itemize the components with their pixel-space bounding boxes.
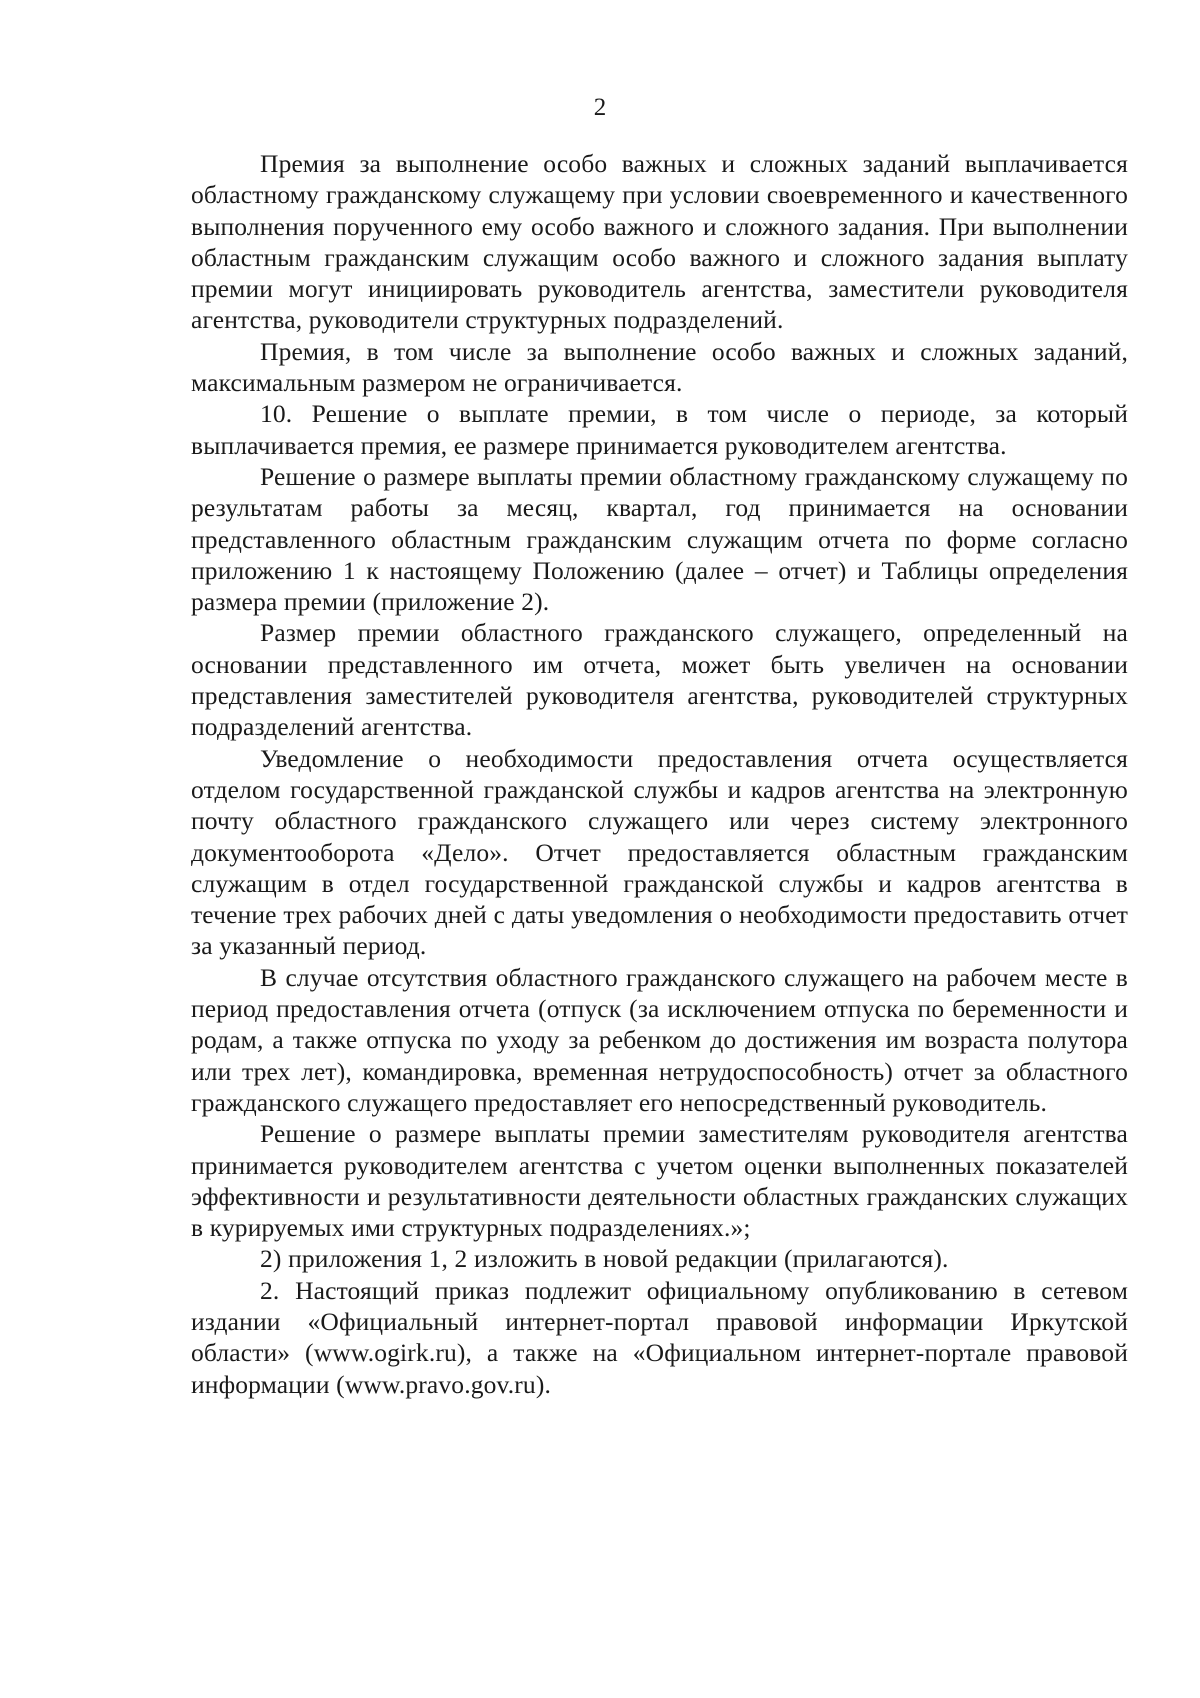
paragraph-deputies-bonus: Решение о размере выплаты премии заместителям руководителя агентства принимается руководителем агентства с учетом оценки выполненных показателей эффективности и результативности деятельности областных гражданских служащих в курируемых ими структурных подразделениях.»; <box>191 1119 1128 1243</box>
paragraph-absence-case: В случае отсутствия областного гражданского служащего на рабочем месте в период предоставления отчета (отпуск (за исключением отпуска по беременности и родам, а также отпуска по уходу за ребенком до достижения им возраста полутора или трех лет), командировка, временная нетрудоспособность) отчет за областного гражданского служащего предоставляет его непосредственный руководитель. <box>191 962 1128 1117</box>
paragraph-item-10-decision: 10. Решение о выплате премии, в том числе о периоде, за который выплачивается премия, ее размере принимается руководителем агентства. <box>191 399 1128 460</box>
paragraph-publication: 2. Настоящий приказ подлежит официальному опубликованию в сетевом издании «Официальный интернет-портал правовой информации Иркутской области» (www.ogirk.ru), а также на «Официальном интернет-портале правовой информации (www.pravo.gov.ru). <box>191 1275 1128 1399</box>
paragraph-report-notification: Уведомление о необходимости предоставления отчета осуществляется отделом государственной гражданской службы и кадров агентства на электронную почту областного гражданского служащего или через систему электронного документооборота «Дело». Отчет предоставляется областным гражданским служащим в отдел государственной гражданской службы и кадров агентства в течение трех рабочих дней с даты уведомления о необходимости предоставить отчет за указанный период. <box>191 743 1128 961</box>
page-number: 2 <box>593 94 607 121</box>
paragraph-bonus-no-maximum: Премия, в том числе за выполнение особо важных и сложных заданий, максимальным размером не ограничивается. <box>191 336 1128 398</box>
paragraph-bonus-size-decision: Решение о размере выплаты премии областному гражданскому служащему по результатам работы за месяц, квартал, год принимается на основании представленного областным гражданским служащим отчета по форме согласно приложению 1 к настоящему Положению (далее – отчет) и Таблицы определения размера премии (приложение 2). <box>191 461 1128 617</box>
document-body <box>191 148 1128 1400</box>
paragraph-bonus-increase: Размер премии областного гражданского служащего, определенный на основании представленного им отчета, может быть увеличен на основании представления заместителей руководителя агентства, руководителей структурных подразделений агентства. <box>191 618 1128 742</box>
paragraph-bonus-special-tasks: Премия за выполнение особо важных и сложных заданий выплачивается областному гражданскому служащему при условии своевременного и качественного выполнения порученного ему особо важного и сложного задания. При выполнении областным гражданским служащим особо важного и сложного задания выплату премии могут инициировать руководитель агентства, заместители руководителя агентства, руководители структурных подразделений. <box>191 149 1128 335</box>
paragraph-appendices: 2) приложения 1, 2 изложить в новой редакции (прилагаются). <box>260 1244 949 1274</box>
